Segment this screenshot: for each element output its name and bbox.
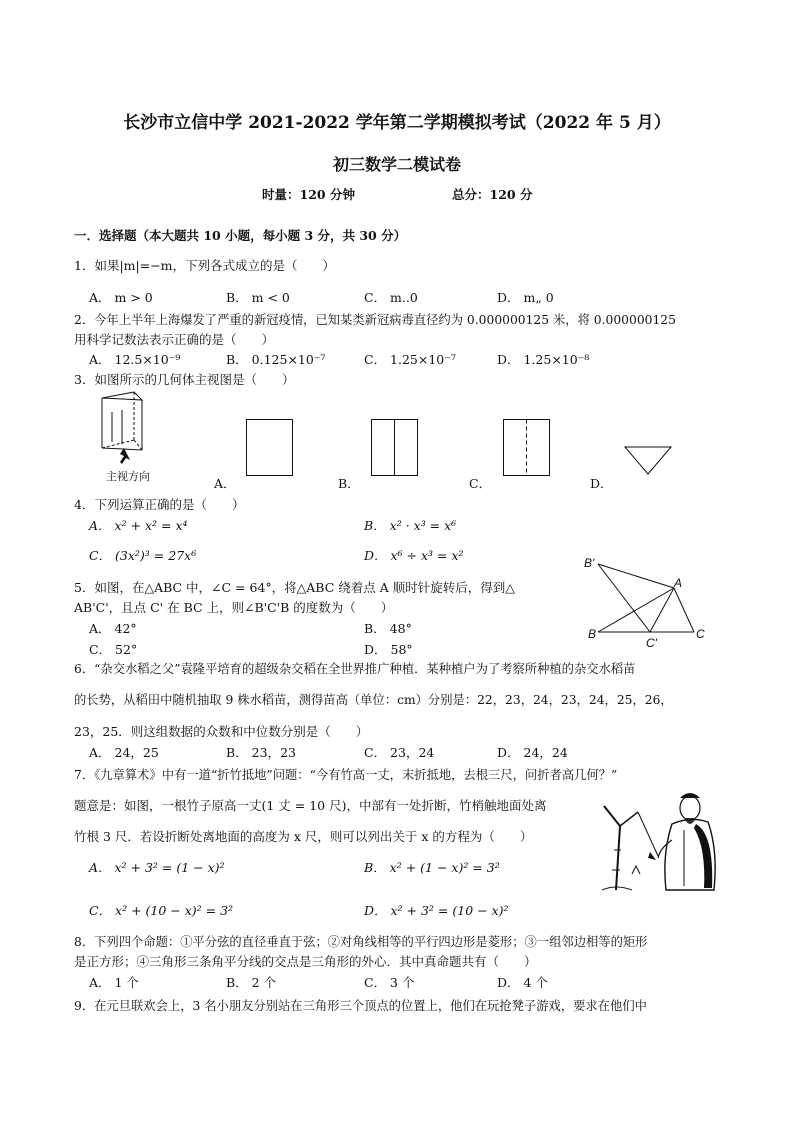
prism-figure [94, 390, 174, 465]
q6-line1: 6．“杂交水稻之父”袁隆平培育的超级杂交稻在全世界推广种植．某种植户为了考察所种植的杂交水稻苗 [74, 662, 636, 676]
q3-option-d: D． [590, 476, 613, 491]
q2-option-c: C． 1.25×10⁻⁷ [364, 352, 456, 367]
q7-option-a: A． x² + 3² = (1 − x)² [89, 860, 225, 875]
q8-option-d: D． 4 个 [497, 975, 548, 990]
q4-option-a: A． x² + x² = x⁴ [89, 518, 188, 533]
q2-option-a: A． 12.5×10⁻⁹ [89, 352, 181, 367]
q6-line3: 23，25．则这组数据的众数和中位数分别是（ ） [74, 724, 369, 739]
q6-option-a: A． 24，25 [89, 745, 159, 760]
q5-stem-line1: 5．如图，在△ABC 中，∠C = 64°，将△ABC 绕着点 A 顺时针旋转后，得到△ [74, 580, 515, 595]
exam-score: 总分：120 分 [452, 187, 533, 202]
q1-option-b: B． m < 0 [226, 290, 290, 305]
rotation-triangle-figure [584, 556, 724, 654]
label-b: B [588, 627, 597, 641]
q3-option-c: C． [469, 476, 492, 491]
q3-stem: 3．如图所示的几何体主视图是（ ） [74, 372, 295, 387]
q5-option-c: C． 52° [89, 642, 138, 657]
q6-option-d: D． 24，24 [497, 745, 568, 760]
q2-stem-line1: 2．今年上半年上海爆发了严重的新冠疫情，已知某类新冠病毒直径约为 0.000000125 米，将 0.000000125 [74, 313, 676, 327]
q8-option-b: B． 2 个 [226, 975, 277, 990]
q2-option-d: D． 1.25×10⁻⁸ [497, 352, 590, 367]
q7-line2: 题意是：如图，一根竹子原高一丈(1 丈 = 10 尺)，中部有一处折断，竹梢触地面处离 [74, 798, 547, 813]
q6-option-b: B． 23，23 [226, 745, 296, 760]
q8-line2: 是正方形；④三角形三条角平分线的交点是三角形的外心．其中真命题共有（ ） [74, 954, 537, 969]
q9-line1: 9．在元旦联欢会上，3 名小朋友分别站在三角形三个顶点的位置上，他们在玩抢凳子游戏，要求在他们中 [74, 999, 647, 1013]
bamboo-scholar-illustration [598, 790, 722, 896]
label-c: C [696, 627, 705, 641]
label-a: A [674, 576, 683, 590]
label-c-prime: C' [646, 636, 657, 650]
q4-option-d: D． x⁶ ÷ x³ = x² [364, 548, 464, 563]
exam-title: 长沙市立信中学 2021-2022 学年第二学期模拟考试（2022 年 5 月） [123, 113, 671, 133]
q4-option-c: C． (3x²)³ = 27x⁶ [89, 548, 197, 563]
q4-stem: 4．下列运算正确的是（ ） [74, 497, 245, 512]
q3-option-a: A． [214, 476, 236, 491]
q6-option-c: C． 23，24 [364, 745, 435, 760]
q5-option-d: D． 58° [364, 642, 413, 657]
q4-option-b: B． x² · x³ = x⁶ [364, 518, 457, 533]
q7-option-d: D． x² + 3² = (10 − x)² [364, 903, 509, 918]
q2-stem-line2: 用科学记数法表示正确的是（ ） [74, 332, 275, 347]
q7-line3: 竹根 3 尺．若设折断处离地面的高度为 x 尺，则可以列出关于 x 的方程为（ ） [74, 829, 533, 844]
section-heading: 一．选择题（本大题共 10 小题，每小题 3 分，共 30 分） [74, 228, 407, 243]
q8-option-a: A． 1 个 [89, 975, 139, 990]
exam-subtitle: 初三数学二模试卷 [332, 155, 461, 174]
view-a-rectangle [246, 419, 294, 477]
view-direction-label: 主视方向 [106, 471, 150, 483]
q1-stem: 1．如果|m|=−m，下列各式成立的是（ ） [74, 258, 336, 273]
label-b-prime: B' [584, 556, 595, 570]
q5-option-b: B． 48° [364, 621, 412, 636]
q7-option-c: C． x² + (10 − x)² = 3² [89, 903, 234, 918]
view-c-dashed-rectangle [503, 419, 551, 477]
view-d-triangle [624, 446, 672, 476]
q1-option-c: C． m..0 [364, 290, 418, 305]
q1-option-a: A． m > 0 [89, 290, 153, 305]
q8-line1: 8．下列四个命题：①平分弦的直径垂直于弦；②对角线相等的平行四边形是菱形；③一组邻边相等的矩形 [74, 935, 648, 949]
q5-stem-line2: AB'C'，且点 C' 在 BC 上，则∠B'C'B 的度数为（ ） [74, 600, 394, 615]
q5-option-a: A． 42° [89, 621, 137, 636]
q1-option-d: D． m„ 0 [497, 290, 554, 305]
exam-time: 时量：120 分钟 [262, 187, 355, 202]
q6-line2: 的长势，从稻田中随机抽取 9 株水稻苗，测得苗高（单位：cm）分别是：22，23，24，23，24，25，26， [74, 693, 673, 707]
q3-option-b: B． [338, 476, 360, 491]
q2-option-b: B． 0.125×10⁻⁷ [226, 352, 326, 367]
q8-option-c: C． 3 个 [364, 975, 415, 990]
q7-line1: 7．《九章算术》中有一道“折竹抵地”问题：“今有竹高一丈，末折抵地，去根三尺，问折者高几何？” [74, 768, 618, 782]
q7-option-b: B． x² + (1 − x)² = 3² [364, 860, 500, 875]
view-b-split-rectangle [371, 419, 419, 477]
